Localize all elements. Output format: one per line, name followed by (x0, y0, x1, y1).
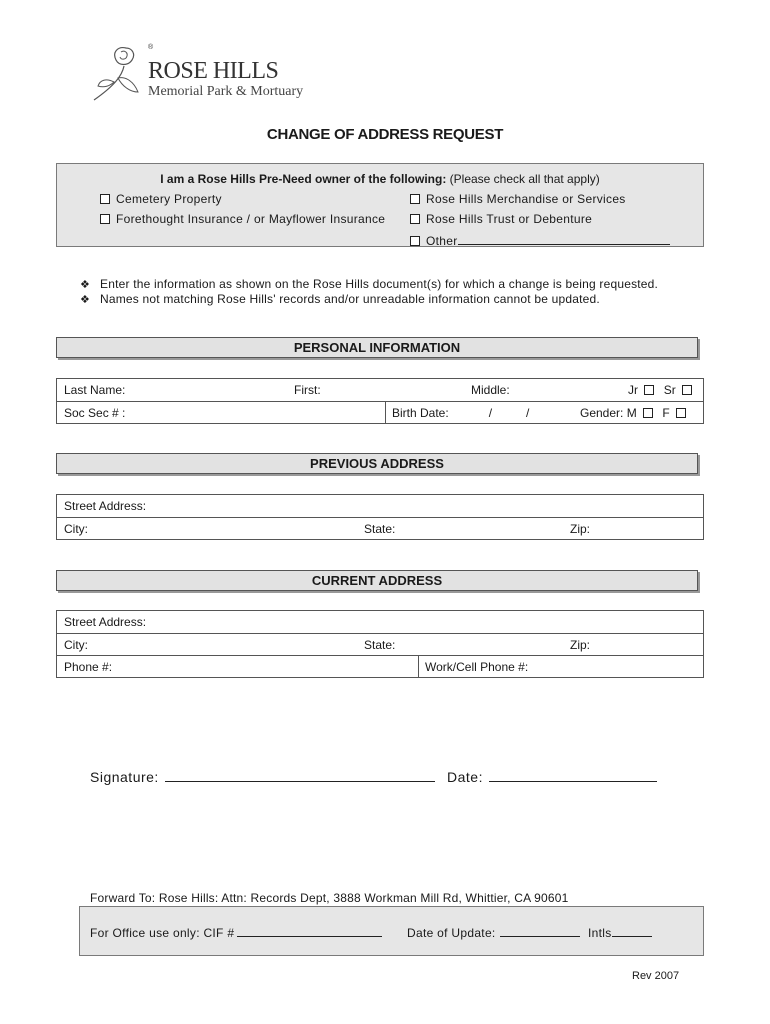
signature-date-label: Date: (447, 769, 483, 785)
option-label: Rose Hills Merchandise or Services (426, 192, 626, 206)
current-address-header: CURRENT ADDRESS (56, 570, 698, 591)
cur-street-row (57, 611, 703, 633)
instruction-2 (80, 292, 600, 306)
jr-label: Jr (628, 383, 638, 397)
middle-name-field[interactable]: Middle: (471, 383, 510, 397)
date-of-update-field[interactable] (407, 924, 580, 940)
date-of-update-label: Date of Update: (407, 926, 496, 940)
divider (418, 656, 419, 677)
cur-zip-field[interactable]: Zip: (570, 638, 591, 652)
owner-heading-bold: I am a Rose Hills Pre-Need owner of the following: (160, 172, 447, 186)
sr-checkbox[interactable] (682, 385, 692, 395)
first-name-field[interactable]: First: (294, 383, 321, 397)
date-separator: / (526, 406, 530, 420)
cur-city-row (57, 633, 703, 655)
cif-line[interactable] (237, 924, 382, 937)
logo-name: ROSE HILLS (148, 58, 279, 84)
instruction-text: Enter the information as shown on the Rose Hills document(s) for which a change is being requested. (100, 277, 659, 291)
soc-sec-field[interactable]: Soc Sec # : (64, 406, 126, 420)
work-phone-field[interactable]: Work/Cell Phone #: (425, 660, 529, 674)
intls-label: Intls (588, 926, 612, 940)
checkbox-icon[interactable] (410, 236, 420, 246)
cur-phone-row (57, 655, 703, 677)
owner-heading (56, 172, 704, 186)
suffix-options (628, 383, 692, 397)
sr-label: Sr (663, 383, 676, 397)
jr-checkbox[interactable] (644, 385, 654, 395)
diamond-bullet-icon: ❖ (80, 279, 91, 291)
revision-label: Rev 2007 (632, 970, 680, 982)
cif-label: For Office use only: CIF # (90, 926, 235, 940)
registered-mark: ® (148, 44, 154, 51)
previous-address-header: PREVIOUS ADDRESS (56, 453, 698, 474)
prev-street-field[interactable]: Street Address: (64, 499, 147, 513)
male-label: M (626, 406, 637, 420)
signature-date-line[interactable] (489, 769, 657, 782)
cur-street-field[interactable]: Street Address: (64, 615, 147, 629)
option-label: Other (426, 234, 458, 248)
intls-field[interactable] (588, 924, 652, 940)
name-row (57, 379, 703, 401)
checkbox-icon[interactable] (410, 214, 420, 224)
personal-info-table (56, 378, 704, 424)
signature-date-field[interactable] (447, 769, 657, 785)
other-line[interactable] (458, 232, 670, 245)
owner-heading-note: (Please check all that apply) (449, 172, 600, 186)
cur-city-field[interactable]: City: (64, 638, 88, 652)
option-label: Cemetery Property (116, 192, 222, 206)
intls-line[interactable] (612, 924, 652, 937)
previous-address-table (56, 494, 704, 540)
checkbox-icon[interactable] (100, 214, 110, 224)
prev-city-row (57, 517, 703, 539)
prev-state-field[interactable]: State: (364, 522, 396, 536)
checkbox-icon[interactable] (100, 194, 110, 204)
forward-to-address: Forward To: Rose Hills: Attn: Records Dept, 3888 Workman Mill Rd, Whittier, CA 90601 (90, 891, 569, 905)
ssn-row (57, 401, 703, 423)
birth-date-label: Birth Date: (392, 406, 449, 420)
male-checkbox[interactable] (643, 408, 653, 418)
divider (385, 402, 386, 423)
date-of-update-line[interactable] (500, 924, 580, 937)
current-address-table (56, 610, 704, 678)
last-name-field[interactable]: Last Name: (64, 383, 126, 397)
option-cemetery-property[interactable] (100, 192, 222, 206)
option-label: Forethought Insurance / or Mayflower Insurance (116, 212, 386, 226)
diamond-bullet-icon: ❖ (80, 294, 91, 306)
female-checkbox[interactable] (676, 408, 686, 418)
prev-zip-field[interactable]: Zip: (570, 522, 591, 536)
phone-field[interactable]: Phone #: (64, 660, 113, 674)
gender-label: Gender: (580, 406, 624, 420)
female-label: F (662, 406, 670, 420)
signature-label: Signature: (90, 769, 159, 785)
checkbox-icon[interactable] (410, 194, 420, 204)
option-label: Rose Hills Trust or Debenture (426, 212, 593, 226)
date-separator: / (488, 406, 493, 420)
signature-field[interactable] (90, 769, 435, 785)
prev-street-row (57, 495, 703, 517)
personal-info-header: PERSONAL INFORMATION (56, 337, 698, 358)
instruction-1 (80, 277, 658, 291)
logo-subtitle: Memorial Park & Mortuary (148, 84, 304, 99)
instruction-text: Names not matching Rose Hills' records and/or unreadable information cannot be updated. (100, 292, 600, 306)
cur-state-field[interactable]: State: (364, 638, 396, 652)
option-trust-debenture[interactable] (410, 212, 592, 226)
cif-field[interactable] (90, 924, 382, 940)
birth-date-field[interactable] (392, 406, 529, 420)
option-forethought-insurance[interactable] (100, 212, 385, 226)
signature-line[interactable] (165, 769, 435, 782)
prev-city-field[interactable]: City: (64, 522, 88, 536)
option-merchandise-services[interactable] (410, 192, 626, 206)
page-title: CHANGE OF ADDRESS REQUEST (266, 126, 504, 143)
option-other[interactable] (410, 232, 670, 248)
gender-options (580, 406, 686, 420)
